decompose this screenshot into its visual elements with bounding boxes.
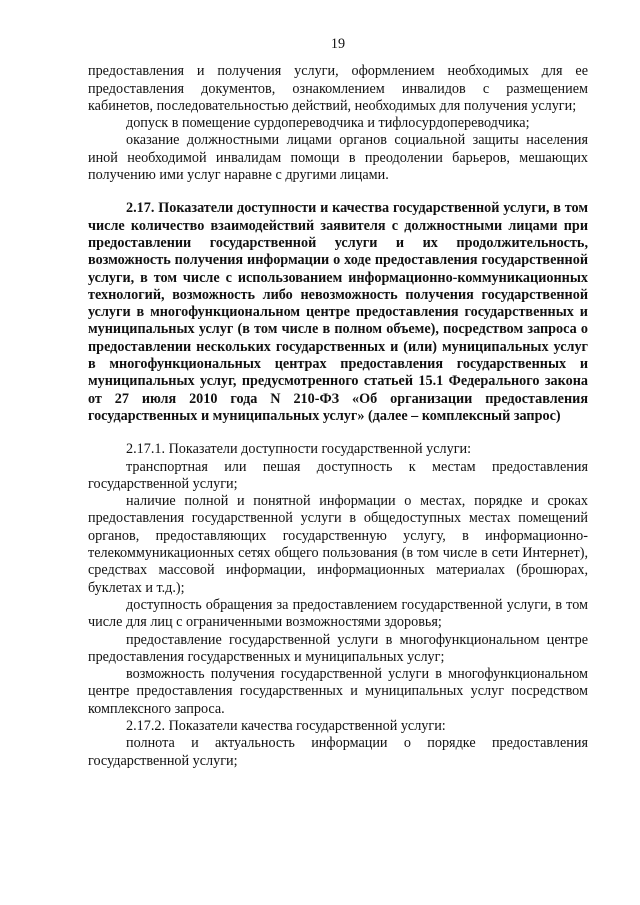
paragraph: оказание должностными лицами органов социальной защиты населения иной необходимой инвалидам помощи в преодолении барьеров, мешающих получению ими услуг наравне с другими лицами. [88,132,588,184]
section-heading: 2.17. Показатели доступности и качества государственной услуги, в том числе количество взаимодействий заявителя с должностными лицами при предоставлении государственной услуги и их продолжительность, возможность получения информации о ходе предоставления государственной услуги, в том числе с использованием информационно-коммуникационных технологий, возможность либо невозможность получения государственной услуги в многофункциональном центре предоставления государственных и муниципальных услуг (в том числе в полном объеме), посредством запроса о предоставлении нескольких государственных и (или) муниципальных услуг в многофункциональных центрах предоставления государственных и муниципальных услуг, предусмотренного статьей 15.1 Федерального закона от 27 июля 2010 года N 210-ФЗ «Об организации предоставления государственных и муниципальных услуг» (далее – комплексный запрос) [88,200,588,424]
subsection-title: 2.17.2. Показатели качества государственной услуги: [126,717,446,734]
paragraph: предоставление государственной услуги в многофункциональном центре предоставления государственных и муниципальных услуг; [88,631,588,665]
paragraph: транспортная или пешая доступность к местам предоставления государственной услуги; [88,458,588,492]
subsection-title: 2.17.1. Показатели доступности государственной услуги: [126,441,472,458]
paragraph: возможность получения государственной услуги в многофункциональном центре предоставления государственных и муниципальных услуг посредством комплексного запроса. [88,666,588,717]
paragraph: предоставления и получения услуги, оформлением необходимых для ее предоставления документов, ознакомлением инвалидов с размещением кабинетов, последовательностью действий, необходимых для получения услуги; [88,63,588,114]
page-number: 19 [330,36,346,52]
paragraph: наличие полной и понятной информации о местах, порядке и сроках предоставления государственной услуги в общедоступных местах помещений органов, предоставляющих государственную услугу, в информационно-телекоммуникационных сетях общего пользования (в том числе в сети Интернет), средствах массовой информации, информационных материалах (брошюрах, буклетах и т.д.); [88,493,588,596]
paragraph: доступность обращения за предоставлением государственной услуги, в том числе для лиц с ограниченными возможностями здоровья; [88,596,588,631]
paragraph: полнота и актуальность информации о порядке предоставления государственной услуги; [88,735,588,769]
paragraph: допуск в помещение сурдопереводчика и тифлосурдопереводчика; [126,115,530,132]
